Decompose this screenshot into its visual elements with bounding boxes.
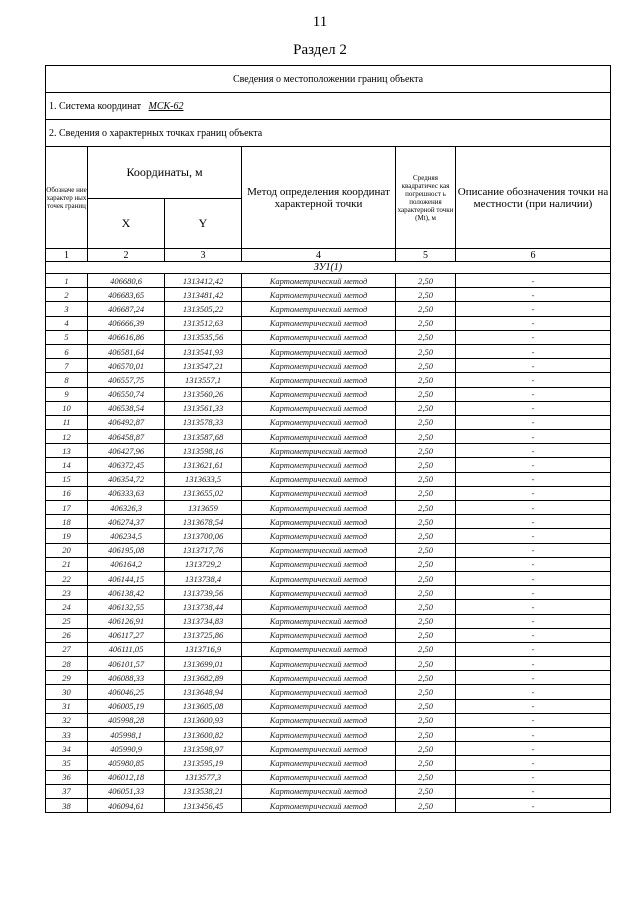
method-cell: Картометрический метод bbox=[242, 430, 396, 444]
point-id-cell: 35 bbox=[46, 756, 88, 770]
accuracy-cell: 2,50 bbox=[396, 770, 456, 784]
x-coord-cell: 406117,27 bbox=[88, 628, 165, 642]
column-number-row bbox=[46, 249, 611, 262]
x-coord-cell: 406687,24 bbox=[88, 302, 165, 316]
header-y: Y bbox=[165, 199, 242, 249]
column-number: 5 bbox=[396, 249, 456, 262]
x-coord-cell: 406126,91 bbox=[88, 614, 165, 628]
page-number: 11 bbox=[312, 14, 328, 30]
y-coord-cell: 1313587,68 bbox=[165, 430, 242, 444]
column-number: 2 bbox=[88, 249, 165, 262]
method-cell: Картометрический метод bbox=[242, 756, 396, 770]
point-id-cell: 21 bbox=[46, 557, 88, 571]
method-cell: Картометрический метод bbox=[242, 699, 396, 713]
point-id-cell: 12 bbox=[46, 430, 88, 444]
accuracy-cell: 2,50 bbox=[396, 401, 456, 415]
table-row bbox=[46, 486, 611, 500]
table-row bbox=[46, 756, 611, 770]
description-cell: - bbox=[456, 401, 611, 415]
table-row bbox=[46, 628, 611, 642]
point-id-cell: 7 bbox=[46, 359, 88, 373]
table-row bbox=[46, 742, 611, 756]
table-row bbox=[46, 415, 611, 429]
table-row bbox=[46, 784, 611, 798]
table-row bbox=[46, 344, 611, 358]
y-coord-cell: 1313481,42 bbox=[165, 288, 242, 302]
point-id-cell: 8 bbox=[46, 373, 88, 387]
description-cell: - bbox=[456, 543, 611, 557]
accuracy-cell: 2,50 bbox=[396, 529, 456, 543]
point-id-cell: 28 bbox=[46, 657, 88, 671]
y-coord-cell: 1313725,86 bbox=[165, 628, 242, 642]
boundary-table bbox=[45, 65, 611, 813]
y-coord-cell: 1313512,63 bbox=[165, 316, 242, 330]
accuracy-cell: 2,50 bbox=[396, 657, 456, 671]
description-cell: - bbox=[456, 671, 611, 685]
coord-system-row bbox=[46, 93, 611, 120]
accuracy-cell: 2,50 bbox=[396, 642, 456, 656]
method-cell: Картометрический метод bbox=[242, 685, 396, 699]
point-id-cell: 4 bbox=[46, 316, 88, 330]
x-coord-cell: 406088,33 bbox=[88, 671, 165, 685]
table-row bbox=[46, 671, 611, 685]
table-row bbox=[46, 316, 611, 330]
header-method: Метод определения координат характерной точки bbox=[242, 147, 396, 249]
x-coord-cell: 406195,08 bbox=[88, 543, 165, 557]
description-cell: - bbox=[456, 274, 611, 288]
description-cell: - bbox=[456, 713, 611, 727]
column-number: 6 bbox=[456, 249, 611, 262]
method-cell: Картометрический метод bbox=[242, 330, 396, 344]
description-cell: - bbox=[456, 770, 611, 784]
x-coord-cell: 406138,42 bbox=[88, 586, 165, 600]
y-coord-cell: 1313738,44 bbox=[165, 600, 242, 614]
point-id-cell: 37 bbox=[46, 784, 88, 798]
accuracy-cell: 2,50 bbox=[396, 373, 456, 387]
accuracy-cell: 2,50 bbox=[396, 713, 456, 727]
point-id-cell: 13 bbox=[46, 444, 88, 458]
point-id-cell: 15 bbox=[46, 472, 88, 486]
point-id-cell: 23 bbox=[46, 586, 88, 600]
point-id-cell: 31 bbox=[46, 699, 88, 713]
table-row bbox=[46, 614, 611, 628]
x-coord-cell: 406164,2 bbox=[88, 557, 165, 571]
accuracy-cell: 2,50 bbox=[396, 472, 456, 486]
description-cell: - bbox=[456, 628, 611, 642]
description-cell: - bbox=[456, 557, 611, 571]
point-id-cell: 6 bbox=[46, 344, 88, 358]
method-cell: Картометрический метод bbox=[242, 543, 396, 557]
accuracy-cell: 2,50 bbox=[396, 600, 456, 614]
x-coord-cell: 406111,05 bbox=[88, 642, 165, 656]
x-coord-cell: 406012,18 bbox=[88, 770, 165, 784]
table-row bbox=[46, 430, 611, 444]
description-cell: - bbox=[456, 600, 611, 614]
y-coord-cell: 1313739,56 bbox=[165, 586, 242, 600]
accuracy-cell: 2,50 bbox=[396, 458, 456, 472]
point-id-cell: 36 bbox=[46, 770, 88, 784]
description-cell: - bbox=[456, 458, 611, 472]
description-cell: - bbox=[456, 642, 611, 656]
description-cell: - bbox=[456, 798, 611, 812]
table-row bbox=[46, 557, 611, 571]
parcel-label: ЗУ1(1) bbox=[46, 262, 611, 274]
y-coord-cell: 1313577,3 bbox=[165, 770, 242, 784]
y-coord-cell: 1313560,26 bbox=[165, 387, 242, 401]
x-coord-cell: 406683,65 bbox=[88, 288, 165, 302]
y-coord-cell: 1313598,97 bbox=[165, 742, 242, 756]
accuracy-cell: 2,50 bbox=[396, 316, 456, 330]
accuracy-cell: 2,50 bbox=[396, 501, 456, 515]
x-coord-cell: 406581,64 bbox=[88, 344, 165, 358]
method-cell: Картометрический метод bbox=[242, 728, 396, 742]
accuracy-cell: 2,50 bbox=[396, 756, 456, 770]
method-cell: Картометрический метод bbox=[242, 742, 396, 756]
x-coord-cell: 406005,19 bbox=[88, 699, 165, 713]
table-row bbox=[46, 529, 611, 543]
section-title: Раздел 2 bbox=[293, 42, 347, 58]
y-coord-cell: 1313655,02 bbox=[165, 486, 242, 500]
method-cell: Картометрический метод bbox=[242, 302, 396, 316]
accuracy-cell: 2,50 bbox=[396, 628, 456, 642]
point-id-cell: 16 bbox=[46, 486, 88, 500]
table-row bbox=[46, 798, 611, 812]
y-coord-cell: 1313682,89 bbox=[165, 671, 242, 685]
accuracy-cell: 2,50 bbox=[396, 387, 456, 401]
description-cell: - bbox=[456, 430, 611, 444]
method-cell: Картометрический метод bbox=[242, 671, 396, 685]
accuracy-cell: 2,50 bbox=[396, 798, 456, 812]
table-row bbox=[46, 501, 611, 515]
x-coord-cell: 406144,15 bbox=[88, 571, 165, 585]
method-cell: Картометрический метод bbox=[242, 316, 396, 330]
y-coord-cell: 1313717,76 bbox=[165, 543, 242, 557]
y-coord-cell: 1313538,21 bbox=[165, 784, 242, 798]
table-row bbox=[46, 586, 611, 600]
point-id-cell: 10 bbox=[46, 401, 88, 415]
description-cell: - bbox=[456, 373, 611, 387]
y-coord-cell: 1313678,54 bbox=[165, 515, 242, 529]
table-row bbox=[46, 458, 611, 472]
table-row bbox=[46, 571, 611, 585]
coord-system-value: МСК-62 bbox=[148, 100, 184, 112]
method-cell: Картометрический метод bbox=[242, 770, 396, 784]
accuracy-cell: 2,50 bbox=[396, 444, 456, 458]
column-number: 3 bbox=[165, 249, 242, 262]
description-cell: - bbox=[456, 657, 611, 671]
point-id-cell: 18 bbox=[46, 515, 88, 529]
accuracy-cell: 2,50 bbox=[396, 543, 456, 557]
x-coord-cell: 405998,28 bbox=[88, 713, 165, 727]
table-row bbox=[46, 373, 611, 387]
method-cell: Картометрический метод bbox=[242, 515, 396, 529]
description-cell: - bbox=[456, 330, 611, 344]
description-cell: - bbox=[456, 501, 611, 515]
table-row bbox=[46, 600, 611, 614]
method-cell: Картометрический метод bbox=[242, 628, 396, 642]
header-point-id: Обозначе ние характер ных точек границ bbox=[46, 147, 88, 249]
description-cell: - bbox=[456, 756, 611, 770]
table-row bbox=[46, 642, 611, 656]
x-coord-cell: 406427,96 bbox=[88, 444, 165, 458]
y-coord-cell: 1313605,08 bbox=[165, 699, 242, 713]
method-cell: Картометрический метод bbox=[242, 359, 396, 373]
point-id-cell: 14 bbox=[46, 458, 88, 472]
table-row bbox=[46, 543, 611, 557]
method-cell: Картометрический метод bbox=[242, 642, 396, 656]
x-coord-cell: 405990,9 bbox=[88, 742, 165, 756]
y-coord-cell: 1313456,45 bbox=[165, 798, 242, 812]
description-cell: - bbox=[456, 344, 611, 358]
method-cell: Картометрический метод bbox=[242, 557, 396, 571]
y-coord-cell: 1313535,56 bbox=[165, 330, 242, 344]
description-cell: - bbox=[456, 614, 611, 628]
method-cell: Картометрический метод bbox=[242, 458, 396, 472]
x-coord-cell: 406333,63 bbox=[88, 486, 165, 500]
x-coord-cell: 406680,6 bbox=[88, 274, 165, 288]
x-coord-cell: 406666,39 bbox=[88, 316, 165, 330]
y-coord-cell: 1313557,1 bbox=[165, 373, 242, 387]
header-description: Описание обозначения точки на местности (при наличии) bbox=[456, 147, 611, 249]
point-id-cell: 29 bbox=[46, 671, 88, 685]
description-cell: - bbox=[456, 586, 611, 600]
x-coord-cell: 406570,01 bbox=[88, 359, 165, 373]
table-row bbox=[46, 288, 611, 302]
y-coord-cell: 1313648,94 bbox=[165, 685, 242, 699]
header-coordinates: Координаты, м bbox=[88, 147, 242, 199]
method-cell: Картометрический метод bbox=[242, 274, 396, 288]
description-cell: - bbox=[456, 699, 611, 713]
x-coord-cell: 406354,72 bbox=[88, 472, 165, 486]
points-label: 2. Сведения о характерных точках границ объекта bbox=[46, 120, 611, 147]
description-cell: - bbox=[456, 486, 611, 500]
description-cell: - bbox=[456, 444, 611, 458]
point-id-cell: 5 bbox=[46, 330, 88, 344]
y-coord-cell: 1313700,06 bbox=[165, 529, 242, 543]
x-coord-cell: 405998,1 bbox=[88, 728, 165, 742]
method-cell: Картометрический метод bbox=[242, 600, 396, 614]
table-row bbox=[46, 444, 611, 458]
point-rows bbox=[46, 274, 611, 813]
point-id-cell: 25 bbox=[46, 614, 88, 628]
table-row bbox=[46, 713, 611, 727]
y-coord-cell: 1313561,33 bbox=[165, 401, 242, 415]
x-coord-cell: 406616,86 bbox=[88, 330, 165, 344]
accuracy-cell: 2,50 bbox=[396, 515, 456, 529]
point-id-cell: 33 bbox=[46, 728, 88, 742]
method-cell: Картометрический метод bbox=[242, 472, 396, 486]
table-row bbox=[46, 387, 611, 401]
description-cell: - bbox=[456, 685, 611, 699]
point-id-cell: 1 bbox=[46, 274, 88, 288]
point-id-cell: 26 bbox=[46, 628, 88, 642]
accuracy-cell: 2,50 bbox=[396, 330, 456, 344]
method-cell: Картометрический метод bbox=[242, 344, 396, 358]
method-cell: Картометрический метод bbox=[242, 501, 396, 515]
method-cell: Картометрический метод bbox=[242, 486, 396, 500]
y-coord-cell: 1313716,9 bbox=[165, 642, 242, 656]
accuracy-cell: 2,50 bbox=[396, 359, 456, 373]
x-coord-cell: 406550,74 bbox=[88, 387, 165, 401]
accuracy-cell: 2,50 bbox=[396, 671, 456, 685]
description-cell: - bbox=[456, 529, 611, 543]
y-coord-cell: 1313659 bbox=[165, 501, 242, 515]
x-coord-cell: 406492,87 bbox=[88, 415, 165, 429]
x-coord-cell: 406132,55 bbox=[88, 600, 165, 614]
accuracy-cell: 2,50 bbox=[396, 685, 456, 699]
description-cell: - bbox=[456, 515, 611, 529]
accuracy-cell: 2,50 bbox=[396, 728, 456, 742]
accuracy-cell: 2,50 bbox=[396, 699, 456, 713]
table-row bbox=[46, 699, 611, 713]
description-cell: - bbox=[456, 784, 611, 798]
method-cell: Картометрический метод bbox=[242, 288, 396, 302]
method-cell: Картометрический метод bbox=[242, 444, 396, 458]
x-coord-cell: 406046,25 bbox=[88, 685, 165, 699]
x-coord-cell: 406051,33 bbox=[88, 784, 165, 798]
y-coord-cell: 1313600,93 bbox=[165, 713, 242, 727]
y-coord-cell: 1313412,42 bbox=[165, 274, 242, 288]
y-coord-cell: 1313547,21 bbox=[165, 359, 242, 373]
method-cell: Картометрический метод bbox=[242, 571, 396, 585]
point-id-cell: 19 bbox=[46, 529, 88, 543]
table-row bbox=[46, 657, 611, 671]
method-cell: Картометрический метод bbox=[242, 784, 396, 798]
point-id-cell: 38 bbox=[46, 798, 88, 812]
accuracy-cell: 2,50 bbox=[396, 415, 456, 429]
accuracy-cell: 2,50 bbox=[396, 557, 456, 571]
method-cell: Картометрический метод bbox=[242, 798, 396, 812]
table-row bbox=[46, 302, 611, 316]
description-cell: - bbox=[456, 571, 611, 585]
method-cell: Картометрический метод bbox=[242, 529, 396, 543]
table-row bbox=[46, 770, 611, 784]
description-cell: - bbox=[456, 316, 611, 330]
y-coord-cell: 1313595,19 bbox=[165, 756, 242, 770]
y-coord-cell: 1313699,01 bbox=[165, 657, 242, 671]
accuracy-cell: 2,50 bbox=[396, 274, 456, 288]
table-row bbox=[46, 274, 611, 288]
point-id-cell: 32 bbox=[46, 713, 88, 727]
column-number: 4 bbox=[242, 249, 396, 262]
table-row bbox=[46, 728, 611, 742]
accuracy-cell: 2,50 bbox=[396, 784, 456, 798]
y-coord-cell: 1313738,4 bbox=[165, 571, 242, 585]
x-coord-cell: 406274,37 bbox=[88, 515, 165, 529]
table-caption: Сведения о местоположении границ объекта bbox=[46, 66, 611, 93]
method-cell: Картометрический метод bbox=[242, 614, 396, 628]
method-cell: Картометрический метод bbox=[242, 387, 396, 401]
description-cell: - bbox=[456, 302, 611, 316]
y-coord-cell: 1313578,33 bbox=[165, 415, 242, 429]
accuracy-cell: 2,50 bbox=[396, 571, 456, 585]
y-coord-cell: 1313734,83 bbox=[165, 614, 242, 628]
accuracy-cell: 2,50 bbox=[396, 742, 456, 756]
description-cell: - bbox=[456, 359, 611, 373]
x-coord-cell: 406101,57 bbox=[88, 657, 165, 671]
y-coord-cell: 1313633,5 bbox=[165, 472, 242, 486]
table-row bbox=[46, 401, 611, 415]
coord-system-label: 1. Система координат bbox=[49, 100, 142, 112]
point-id-cell: 27 bbox=[46, 642, 88, 656]
point-id-cell: 20 bbox=[46, 543, 88, 557]
method-cell: Картометрический метод bbox=[242, 713, 396, 727]
y-coord-cell: 1313600,82 bbox=[165, 728, 242, 742]
point-id-cell: 11 bbox=[46, 415, 88, 429]
table-header bbox=[46, 66, 611, 274]
accuracy-cell: 2,50 bbox=[396, 586, 456, 600]
method-cell: Картометрический метод bbox=[242, 586, 396, 600]
y-coord-cell: 1313729,2 bbox=[165, 557, 242, 571]
point-id-cell: 30 bbox=[46, 685, 88, 699]
table-row bbox=[46, 472, 611, 486]
header-accuracy: Средняя квадратичес кая погрешност ь положения характерной точки (Mt), м bbox=[396, 147, 456, 249]
table-row bbox=[46, 685, 611, 699]
table-row bbox=[46, 359, 611, 373]
point-id-cell: 3 bbox=[46, 302, 88, 316]
y-coord-cell: 1313621,61 bbox=[165, 458, 242, 472]
accuracy-cell: 2,50 bbox=[396, 344, 456, 358]
header-x: X bbox=[88, 199, 165, 249]
method-cell: Картометрический метод bbox=[242, 401, 396, 415]
accuracy-cell: 2,50 bbox=[396, 302, 456, 316]
description-cell: - bbox=[456, 288, 611, 302]
method-cell: Картометрический метод bbox=[242, 415, 396, 429]
method-cell: Картометрический метод bbox=[242, 657, 396, 671]
description-cell: - bbox=[456, 387, 611, 401]
y-coord-cell: 1313598,16 bbox=[165, 444, 242, 458]
y-coord-cell: 1313541,93 bbox=[165, 344, 242, 358]
point-id-cell: 9 bbox=[46, 387, 88, 401]
accuracy-cell: 2,50 bbox=[396, 614, 456, 628]
description-cell: - bbox=[456, 472, 611, 486]
description-cell: - bbox=[456, 742, 611, 756]
column-number: 1 bbox=[46, 249, 88, 262]
x-coord-cell: 406538,54 bbox=[88, 401, 165, 415]
y-coord-cell: 1313505,22 bbox=[165, 302, 242, 316]
table-row bbox=[46, 330, 611, 344]
x-coord-cell: 406094,61 bbox=[88, 798, 165, 812]
point-id-cell: 34 bbox=[46, 742, 88, 756]
point-id-cell: 17 bbox=[46, 501, 88, 515]
x-coord-cell: 406372,45 bbox=[88, 458, 165, 472]
point-id-cell: 2 bbox=[46, 288, 88, 302]
table-row bbox=[46, 515, 611, 529]
description-cell: - bbox=[456, 728, 611, 742]
x-coord-cell: 406326,3 bbox=[88, 501, 165, 515]
accuracy-cell: 2,50 bbox=[396, 486, 456, 500]
x-coord-cell: 406458,87 bbox=[88, 430, 165, 444]
point-id-cell: 24 bbox=[46, 600, 88, 614]
method-cell: Картометрический метод bbox=[242, 373, 396, 387]
x-coord-cell: 405980,85 bbox=[88, 756, 165, 770]
x-coord-cell: 406557,75 bbox=[88, 373, 165, 387]
accuracy-cell: 2,50 bbox=[396, 288, 456, 302]
point-id-cell: 22 bbox=[46, 571, 88, 585]
accuracy-cell: 2,50 bbox=[396, 430, 456, 444]
description-cell: - bbox=[456, 415, 611, 429]
x-coord-cell: 406234,5 bbox=[88, 529, 165, 543]
